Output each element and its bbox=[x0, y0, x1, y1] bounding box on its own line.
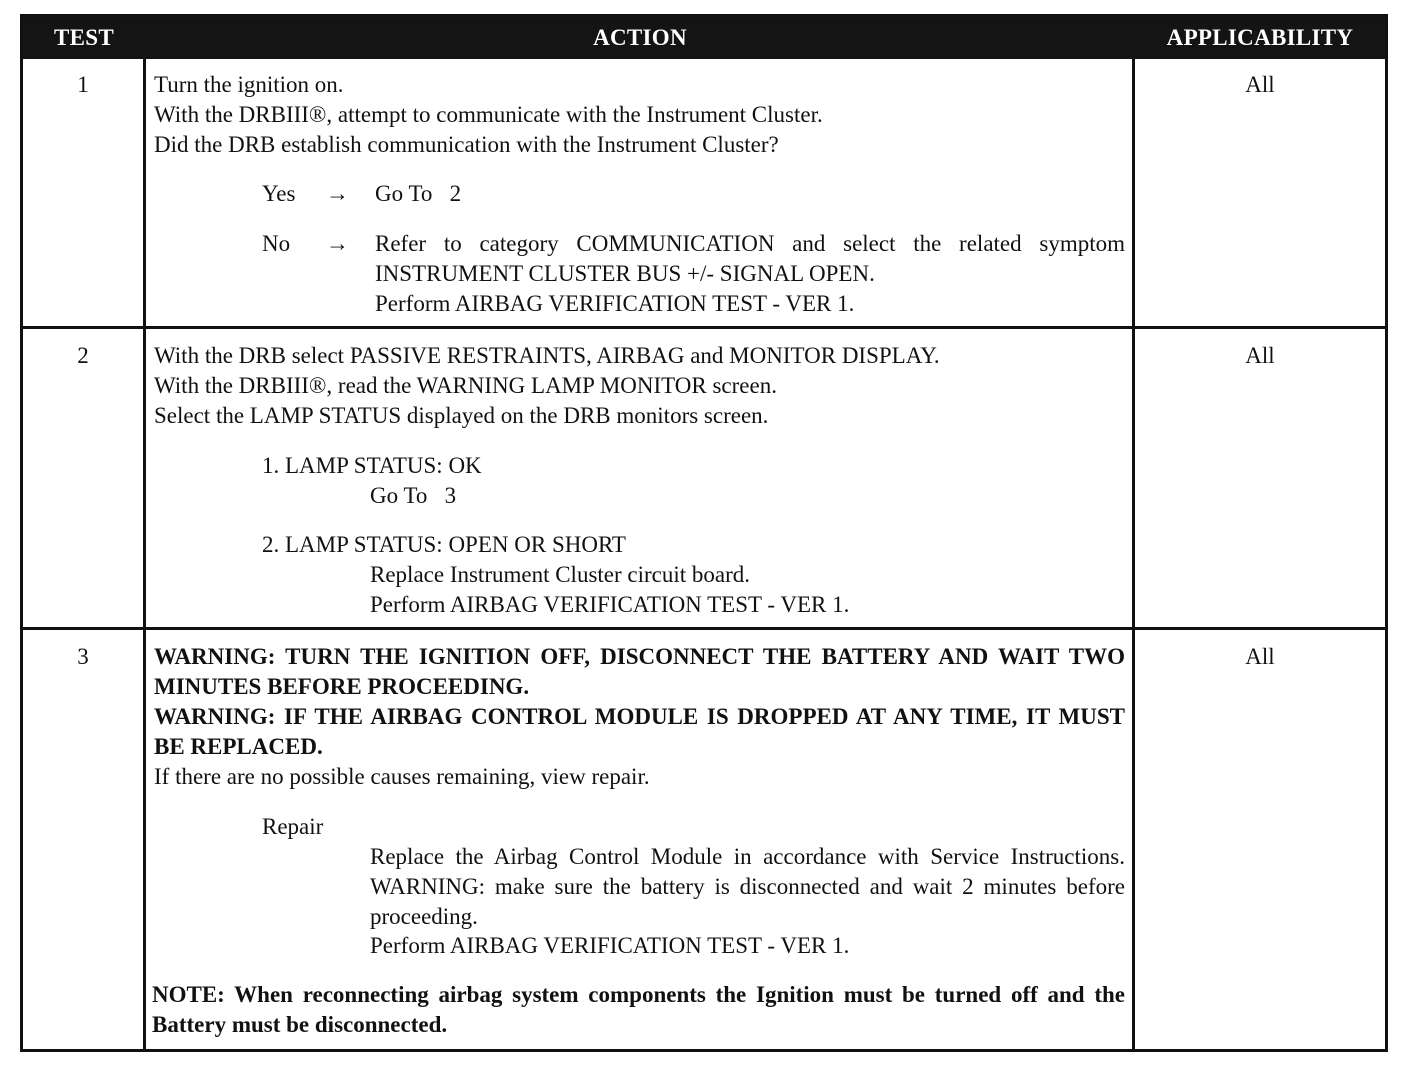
header-test: TEST bbox=[53, 25, 114, 50]
action-line: With the DRBIII®, attempt to communicate with the Instrument Cluster. bbox=[154, 102, 823, 127]
option-2: 2. LAMP STATUS: OPEN OR SHORT bbox=[262, 532, 626, 557]
column-divider bbox=[1132, 59, 1135, 1049]
no-result-verify: Perform AIRBAG VERIFICATION TEST - VER 1. bbox=[375, 291, 855, 316]
diagnostic-test-table bbox=[20, 14, 1388, 1052]
arrow-icon: → bbox=[326, 181, 349, 206]
warning-dropped-module: WARNING: IF THE AIRBAG CONTROL MODULE IS DROPPED AT ANY TIME, IT MUST BE REPLACED. bbox=[154, 704, 1125, 759]
applicability-value: All bbox=[1245, 343, 1275, 368]
header-action: ACTION bbox=[593, 25, 687, 50]
no-label: No bbox=[262, 231, 291, 256]
row-divider bbox=[23, 326, 1385, 329]
test-number: 2 bbox=[77, 343, 89, 368]
table-header bbox=[23, 17, 1385, 59]
row-divider bbox=[23, 627, 1385, 630]
column-divider bbox=[143, 59, 146, 1049]
action-line: Did the DRB establish communication with the Instrument Cluster? bbox=[154, 132, 779, 157]
repair-verify: Perform AIRBAG VERIFICATION TEST - VER 1. bbox=[370, 933, 850, 958]
note-reconnect: NOTE: When reconnecting airbag system components the Ignition must be turned off and the Battery must be disconnected. bbox=[152, 982, 1125, 1037]
option-1-result: Go To 3 bbox=[370, 483, 457, 508]
yes-label: Yes bbox=[262, 181, 296, 206]
action-line: Select the LAMP STATUS displayed on the DRB monitors screen. bbox=[154, 403, 769, 428]
test-number: 1 bbox=[77, 72, 89, 97]
repair-instructions: Replace the Airbag Control Module in accordance with Service Instructions. WARNING: make sure the battery is disconnected and wait 2 minutes before proceeding. bbox=[370, 844, 1125, 929]
warning-ignition: WARNING: TURN THE IGNITION OFF, DISCONNECT THE BATTERY AND WAIT TWO MINUTES BEFORE PROCEEDING. bbox=[154, 644, 1125, 699]
yes-result: Go To 2 bbox=[375, 181, 462, 206]
no-result: Refer to category COMMUNICATION and select the related symptom INSTRUMENT CLUSTER BUS +/- SIGNAL OPEN. bbox=[375, 231, 1125, 286]
header-applicability: APPLICABILITY bbox=[1166, 25, 1354, 50]
option-2-verify: Perform AIRBAG VERIFICATION TEST - VER 1. bbox=[370, 592, 850, 617]
option-1: 1. LAMP STATUS: OK bbox=[262, 453, 482, 478]
action-line: Turn the ignition on. bbox=[154, 72, 344, 97]
action-line: With the DRBIII®, read the WARNING LAMP MONITOR screen. bbox=[154, 373, 777, 398]
test-number: 3 bbox=[77, 644, 89, 669]
action-line: If there are no possible causes remaining, view repair. bbox=[154, 764, 650, 789]
action-line: With the DRB select PASSIVE RESTRAINTS, AIRBAG and MONITOR DISPLAY. bbox=[154, 343, 940, 368]
repair-label: Repair bbox=[262, 814, 324, 839]
applicability-value: All bbox=[1245, 644, 1275, 669]
applicability-value: All bbox=[1245, 72, 1275, 97]
option-2-result: Replace Instrument Cluster circuit board. bbox=[370, 562, 751, 587]
arrow-icon: → bbox=[326, 231, 349, 256]
